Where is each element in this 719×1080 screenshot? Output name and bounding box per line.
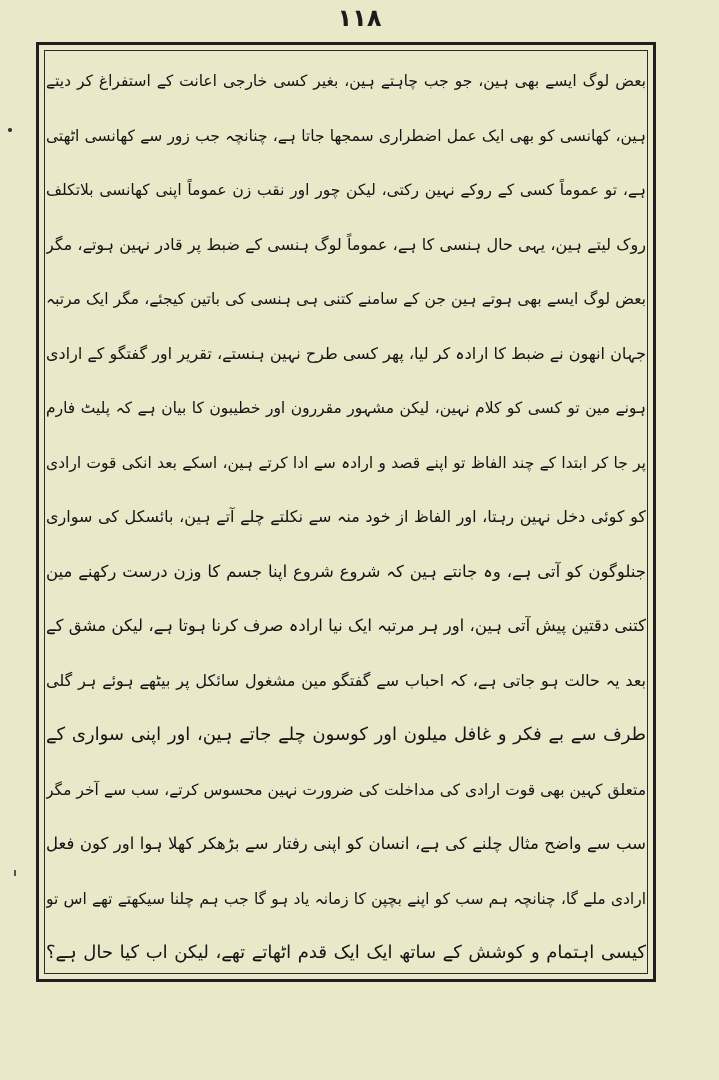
text-line: طرف سے بے فکر و غافل میلون اور کوسون چلے جاتے ہین، اور اپنی سواری کے	[46, 724, 646, 745]
text-line: بعض لوگ ایسے بھی ہوتے ہین جن کے سامنے کتنی ہی ہنسی کی باتین کیجئے، مگر ایک مرتبہ	[46, 290, 646, 308]
text-line: ہین، کھانسی کو بھی ایک عمل اضطراری سمجھا جاتا ہے، چنانچہ جب زور سے کھانسی اٹھتی	[46, 126, 646, 145]
text-line: ارادی ملے گا، چنانچہ ہم سب کو اپنے بچپن کا زمانہ یاد ہو گا جب ہم چلنا سیکھتے تھے اس تو	[46, 889, 646, 908]
text-line: کتنی دقتین پیش آتی ہین، اور ہر مرتبہ ایک نیا ارادہ صرف کرنا ہوتا ہے، لیکن مشق کے	[46, 616, 646, 635]
text-line: سب سے واضح مثال چلنے کی ہے، انسان کو اپنی رفتار سے بڑھکر کھلا ہوا اور کون فعل	[46, 834, 646, 853]
text-line: بعد یہ حالت ہو جاتی ہے، کہ احباب سے گفتگو مین مشغول سائکل پر بیٹھے ہوئے ہر گلی	[46, 670, 646, 690]
text-line: پر جا کر ابتدا کے چند الفاظ تو اپنے قصد و ارادہ سے ادا کرتے ہین، اسکے بعد انکی قوت ارادی	[46, 453, 646, 472]
text-line: کو کوئی دخل نہین رہتا، اور الفاظ از خود منہ سے نکلتے چلے آتے ہین، بائسکل کی سواری	[46, 507, 646, 526]
urdu-text-body	[46, 54, 646, 981]
text-line: کیسی اہتمام و کوشش کے ساتھ ایک ایک قدم اٹھاتے تھے، لیکن اب کیا حال ہے؟	[46, 942, 646, 963]
text-line: روک لیتے ہین، یہی حال ہنسی کا ہے، عموماً لوگ ہنسی کے ضبط پر قادر نہین ہوتے، مگر	[46, 234, 646, 254]
page-number: ۱۱۸	[337, 4, 382, 32]
text-line: جہان انھون نے ضبط کا ارادہ کر لیا، پھر کسی طرح نہین ہنستے، تقریر اور گفتگو کے ارادی	[46, 343, 646, 363]
text-line: جنلوگون کو آتی ہے، وہ جانتے ہین کہ شروع شروع اپنا جسم کا وزن درست رکھنے مین	[46, 561, 646, 581]
text-line: بعض لوگ ایسے بھی ہین، جو جب چاہتے ہین، بغیر کسی خارجی اعانت کے استفراغ کر دیتے	[46, 72, 646, 90]
text-line: متعلق کہین بھی قوت ارادی کی مداخلت کی ضرورت نہین محسوس کرتے، سب سے آخر مگر	[46, 780, 646, 799]
margin-dot	[8, 128, 12, 132]
text-line: ہونے مین تو کسی کو کلام نہین، لیکن مشہور مقررون اور خطیبون کا بیان ہے کہ پلیٹ فارم	[46, 399, 646, 417]
text-line: ہے، تو عموماً کسی کے روکے نہین رکتی، لیکن چور اور نقب زن عموماً اپنی کھانسی بلاتکلف	[46, 181, 646, 199]
margin-tick	[14, 870, 16, 876]
